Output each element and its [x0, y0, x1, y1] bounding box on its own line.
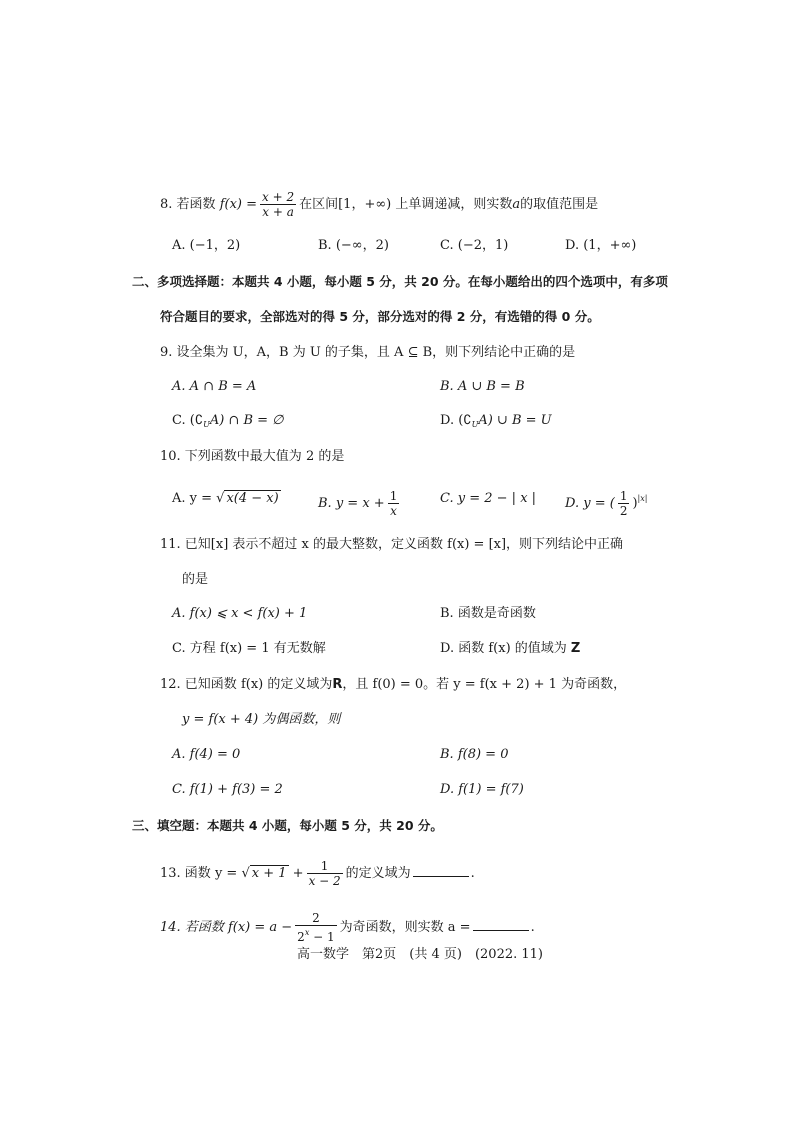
- fraction: $\frac{x + 2}{x + a}$: [262, 190, 295, 219]
- q12-option-d[interactable]: D. f(1) = f(7): [440, 782, 524, 797]
- q12-option-c[interactable]: C. f(1) + f(3) = 2: [172, 782, 283, 797]
- question-13-stem: 13. 函数 y = √ x + 1 + $\frac{1}{x - 2}$ 的定义域为 .: [160, 859, 475, 888]
- q9-option-d[interactable]: D. $(∁_UA)$ ∪ B = U: [440, 413, 552, 429]
- q9-option-a[interactable]: A. A ∩ B = A: [172, 379, 257, 394]
- answer-blank-13[interactable]: [413, 864, 469, 877]
- q11-option-b[interactable]: B. 函数是奇函数: [440, 606, 536, 621]
- q10-option-b[interactable]: B. y = x + $\frac{1}{x}$: [318, 489, 398, 518]
- question-8-stem: 8. 若函数 f(x) = $\frac{x + 2}{x + a}$ 在区间[1，+∞) 上单调递减，则实数a的取值范围是: [160, 190, 599, 219]
- q11-option-d[interactable]: D. 函数 f(x) 的值域为 Z: [440, 641, 581, 656]
- question-12-stem-cont: y = f(x + 4) 为偶函数，则: [182, 712, 341, 727]
- q12-option-b[interactable]: B. f(8) = 0: [440, 747, 509, 762]
- section-2-heading-cont: 符合题目的要求，全部选对的得 5 分，部分选对的得 2 分，有选错的得 0 分。: [160, 309, 600, 324]
- answer-blank-14[interactable]: [473, 918, 529, 931]
- q9-option-c[interactable]: C. $(∁_UA)$ ∩ B = ∅: [172, 413, 284, 429]
- page-footer: 高一数学 第2页 (共 4 页) (2022. 11): [297, 947, 543, 962]
- question-12-stem: 12. 已知函数 f(x) 的定义域为R，且 f(0) = 0。若 y = f(x + 2) + 1 为奇函数，: [160, 677, 627, 692]
- fraction: $\frac{1}{x - 2}$: [308, 859, 341, 888]
- q8-option-a[interactable]: A. (−1，2): [172, 238, 241, 253]
- q11-option-a[interactable]: A. f(x) ⩽ x < f(x) + 1: [172, 606, 308, 621]
- q8-option-b[interactable]: B. (−∞，2): [318, 238, 389, 253]
- fraction: $\frac{1}{x}$: [389, 489, 398, 518]
- question-9-stem: 9. 设全集为 U，A，B 为 U 的子集，且 A ⊆ B，则下列结论中正确的是: [160, 345, 576, 360]
- q10-option-d[interactable]: D. y = ( $\frac{1}{2}$ )$^{|x|}$: [565, 489, 648, 518]
- fraction: $\frac{2}{2^x - 1}$: [297, 911, 335, 944]
- q8-option-d[interactable]: D. (1，+∞): [565, 238, 637, 253]
- q9-option-b[interactable]: B. A ∪ B = B: [440, 379, 525, 394]
- q11-option-c[interactable]: C. 方程 f(x) = 1 有无数解: [172, 641, 326, 656]
- section-3-heading: 三、填空题：本题共 4 小题，每小题 5 分，共 20 分。: [132, 818, 443, 833]
- sqrt-icon: √: [241, 866, 250, 881]
- sqrt-icon: √: [216, 491, 225, 506]
- fraction: $\frac{1}{2}$: [619, 489, 628, 518]
- section-2-heading: 二、多项选择题：本题共 4 小题，每小题 5 分，共 20 分。在每小题给出的四个选项中，有多项: [132, 274, 668, 289]
- q10-option-c[interactable]: C. y = 2 − | x |: [440, 491, 537, 506]
- question-10-stem: 10. 下列函数中最大值为 2 的是: [160, 449, 345, 464]
- question-14-stem: 14. 若函数 f(x) = a − $\frac{2}{2^x - 1}$ 为奇函数，则实数 a = .: [160, 911, 535, 944]
- q12-option-a[interactable]: A. f(4) = 0: [172, 747, 241, 762]
- q10-option-a[interactable]: A. y = √ x(4 − x): [172, 491, 279, 506]
- q8-option-c[interactable]: C. (−2，1): [440, 238, 509, 253]
- question-11-stem-cont: 的是: [182, 572, 209, 587]
- question-11-stem: 11. 已知[x] 表示不超过 x 的最大整数，定义函数 f(x) = [x]，则下列结论中正确: [160, 537, 624, 552]
